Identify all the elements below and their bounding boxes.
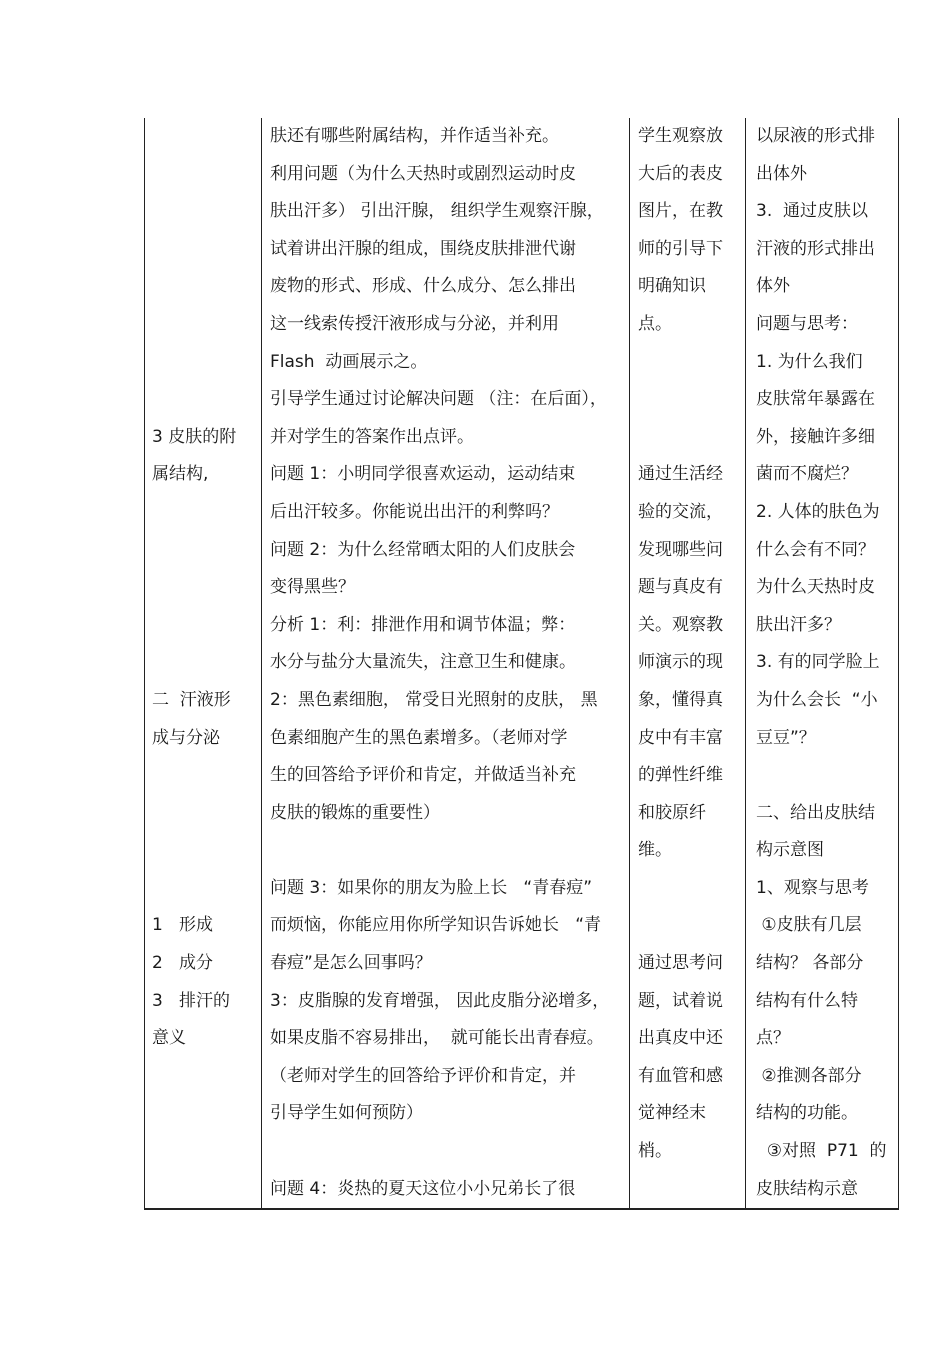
- text-line: 后出汗较多。你能说出出汗的利弊吗？: [270, 501, 559, 522]
- text-line: 3. 通过皮肤以: [756, 201, 869, 222]
- text-line: [145, 795, 261, 833]
- text-line: 问题与思考：: [756, 313, 858, 334]
- text-line: [145, 344, 261, 382]
- text-line: 点。: [638, 313, 672, 334]
- text-line: 为什么会长 “小: [756, 689, 878, 710]
- text-line: 图片，在教: [638, 201, 723, 222]
- text-line: [145, 1058, 261, 1096]
- text-line: [145, 494, 261, 532]
- text-line: [145, 607, 261, 645]
- text-line: [145, 268, 261, 306]
- text-line: 生的回答给予评价和肯定，并做适当补充: [270, 765, 576, 786]
- text-line: ①皮肤有几层: [756, 915, 862, 936]
- text-line: 皮肤结构示意: [756, 1178, 858, 1199]
- text-line: 肤还有哪些附属结构，并作适当补充。: [270, 126, 559, 146]
- text-line: [145, 870, 261, 908]
- text-line: 意义: [152, 1028, 186, 1049]
- text-line: 什么会有不同？: [756, 539, 875, 560]
- text-line: 引导学生通过讨论解决问题 （注：在后面），: [270, 389, 607, 410]
- text-line: [630, 870, 745, 908]
- text-line: [145, 118, 261, 156]
- text-line: 二 汗液形: [152, 689, 231, 710]
- text-line: 如果皮脂不容易排出， 就可能长出青春痘。: [270, 1028, 604, 1049]
- text-line: 并对学生的答案作出点评。: [270, 426, 474, 447]
- text-line: 3 皮肤的附: [152, 426, 237, 447]
- text-line: [145, 569, 261, 607]
- text-line: 学生观察放: [638, 126, 723, 146]
- text-line: 色素细胞产生的黑色素增多。（老师对学: [270, 727, 568, 748]
- text-line: 水分与盐分大量流失，注意卫生和健康。: [270, 652, 576, 673]
- text-line: 发现哪些问: [638, 539, 723, 560]
- text-line: 而烦恼，你能应用你所学知识告诉她长 “青: [270, 915, 602, 936]
- text-line: 1、观察与思考: [756, 877, 869, 898]
- text-line: 豆豆”？: [756, 727, 816, 748]
- text-line: 成与分泌: [152, 727, 220, 748]
- text-line: 结构？ 各部分: [756, 953, 864, 974]
- text-line: 利用问题（为什么天热时或剧烈运动时皮: [270, 163, 576, 184]
- text-line: [145, 193, 261, 231]
- text-line: 这一线索传授汗液形成与分泌，并利用: [270, 313, 559, 334]
- text-line: 2：黑色素细胞， 常受日光照射的皮肤， 黑: [270, 689, 598, 710]
- text-line: 出体外: [756, 163, 807, 184]
- text-line: 关。观察教: [638, 614, 723, 635]
- text-line: 皮肤的锻炼的重要性）: [270, 802, 440, 823]
- text-line: 构示意图: [756, 840, 824, 861]
- text-line: [145, 757, 261, 795]
- text-line: 试着讲出汗腺的组成，围绕皮肤排泄代谢: [270, 238, 576, 259]
- text-line: 结构的功能。: [756, 1103, 858, 1124]
- text-line: 变得黑些？: [270, 577, 355, 598]
- text-line: 肤出汗多） 引出汗腺， 组织学生观察汗腺，: [270, 201, 604, 222]
- text-line: [145, 1095, 261, 1133]
- text-line: 觉神经末: [638, 1103, 706, 1124]
- text-line: 皮肤常年暴露在: [756, 389, 875, 410]
- text-line: [145, 532, 261, 570]
- text-line: 师的引导下: [638, 238, 723, 259]
- text-line: ③对照 P71 的: [756, 1141, 887, 1162]
- text-line: [262, 1133, 629, 1171]
- text-line: 问题 4：炎热的夏天这位小小兄弟长了很: [270, 1178, 576, 1199]
- text-line: 3 排汗的: [152, 990, 231, 1011]
- topic-column-text: [145, 118, 261, 1171]
- text-line: 通过生活经: [638, 464, 723, 485]
- text-line: [262, 832, 629, 870]
- text-line: 和胶原纤: [638, 802, 706, 823]
- text-line: [145, 644, 261, 682]
- text-line: [145, 156, 261, 194]
- student-activity-column: [630, 118, 746, 1209]
- topic-column: [145, 118, 262, 1209]
- text-line: 明确知识: [638, 276, 706, 297]
- text-line: [746, 757, 898, 795]
- text-line: 通过思考问: [638, 953, 723, 974]
- text-line: [145, 306, 261, 344]
- text-line: [630, 419, 745, 457]
- text-line: 问题 1：小明同学很喜欢运动，运动结束: [270, 464, 576, 485]
- teacher-activity-column: [262, 118, 630, 1209]
- text-line: 外，接触许多细: [756, 426, 875, 447]
- text-line: 师演示的现: [638, 652, 723, 673]
- text-line: 梢。: [638, 1141, 672, 1162]
- text-line: 3：皮脂腺的发育增强， 因此皮脂分泌增多，: [270, 990, 610, 1011]
- text-line: 出真皮中还: [638, 1028, 723, 1049]
- text-line: 题，试着说: [638, 990, 723, 1011]
- text-line: 皮中有丰富: [638, 727, 723, 748]
- text-line: 问题 2：为什么经常晒太阳的人们皮肤会: [270, 539, 576, 560]
- text-line: 引导学生如何预防）: [270, 1103, 423, 1124]
- text-line: 肤出汗多？: [756, 614, 841, 635]
- text-line: Flash 动画展示之。: [270, 351, 428, 372]
- text-line: 二、给出皮肤结: [756, 802, 875, 823]
- text-line: ②推测各部分: [756, 1065, 862, 1086]
- text-line: 为什么天热时皮: [756, 577, 875, 598]
- text-line: 分析 1：利：排泄作用和调节体温；弊：: [270, 614, 576, 635]
- text-line: 汗液的形式排出: [756, 238, 875, 259]
- text-line: 点？: [756, 1028, 790, 1049]
- text-line: 验的交流，: [638, 501, 723, 522]
- teacher-activity-text: [262, 118, 629, 1208]
- text-line: 象，懂得真: [638, 689, 723, 710]
- text-line: 体外: [756, 276, 790, 297]
- text-line: 属结构,: [152, 464, 209, 485]
- text-line: 题与真皮有: [638, 577, 723, 598]
- text-line: （老师对学生的回答给予评价和肯定，并: [270, 1065, 576, 1086]
- text-line: 问题 3：如果你的朋友为脸上长 “青春痘”: [270, 877, 593, 898]
- text-line: [145, 231, 261, 269]
- text-line: 菌而不腐烂？: [756, 464, 858, 485]
- text-line: [630, 907, 745, 945]
- text-line: [630, 1171, 745, 1209]
- text-line: [630, 381, 745, 419]
- text-line: 大后的表皮: [638, 163, 723, 184]
- lesson-plan-table: [144, 118, 899, 1210]
- student-activity-text: [630, 118, 745, 1208]
- text-line: [145, 832, 261, 870]
- text-line: 以尿液的形式排: [756, 126, 875, 146]
- text-line: 春痘”是怎么回事吗？: [270, 953, 432, 974]
- board-design-column: [746, 118, 899, 1209]
- text-line: 结构有什么特: [756, 990, 858, 1011]
- text-line: 废物的形式、形成、什么成分、怎么排出: [270, 276, 576, 297]
- text-line: 1. 为什么我们: [756, 351, 863, 372]
- text-line: 3. 有的同学脸上: [756, 652, 880, 673]
- board-design-text: [746, 118, 898, 1208]
- table-row: [145, 118, 899, 1209]
- text-line: 维。: [638, 840, 672, 861]
- text-line: 2 成分: [152, 953, 214, 974]
- text-line: [145, 381, 261, 419]
- text-line: [145, 1133, 261, 1171]
- text-line: 有血管和感: [638, 1065, 723, 1086]
- text-line: [630, 344, 745, 382]
- text-line: 的弹性纤维: [638, 765, 723, 786]
- text-line: 1 形成: [152, 915, 214, 936]
- text-line: 2. 人体的肤色为: [756, 501, 880, 522]
